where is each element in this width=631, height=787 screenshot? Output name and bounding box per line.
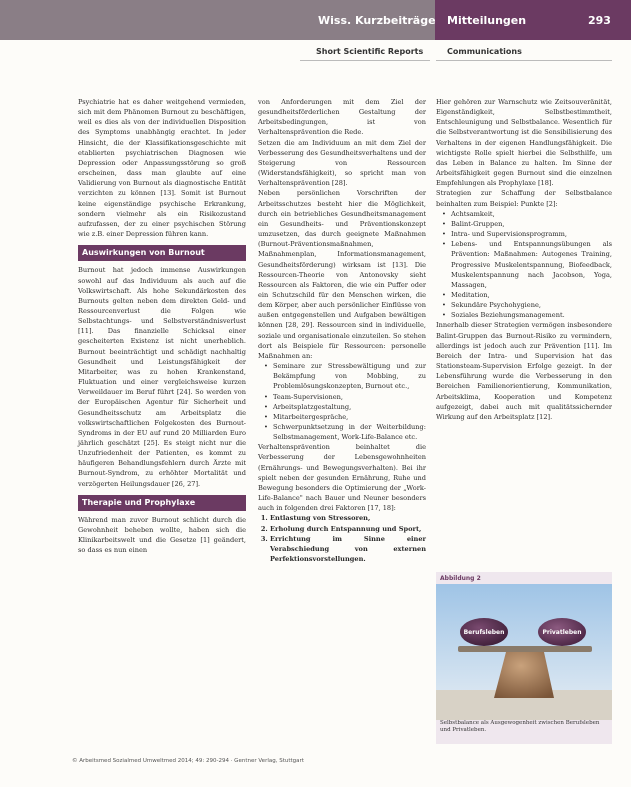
paragraph: Verhaltensprävention beinhaltet die Verbesserung der Lebensgewohnheiten (Ernährungs- und Bewegungsverhalten). Bei ihr spielt neben der gesunden Ernährung, Ruhe und Bewegung besonders die Optimierung der „Work-Life-Balance" nach Bauer und Neuner besonders auch in folgenden drei Faktoren [17, 18]: xyxy=(258,443,426,513)
list-item: 1. Entlastung von Stressoren, xyxy=(270,513,426,523)
stone-right-label: Privatleben xyxy=(542,629,582,636)
header-left-subtitle: Short Scientific Reports xyxy=(316,47,424,56)
paragraph: Hier gehören zur Warnschutz wie Zeitsouveränität, Eigenständigkeit, Selbstbestimmtheit, Entschleunigung und Selbstbalance. Wesentlich für die Selbstverantwortung ist die Sensibilisierung des Verhaltens in der eigenen Handlungsfähigkeit. Die wichtigste Rolle spielt hierbei die Selbsthilfe, um das Leben in Balance zu halten. Im Sinne der Arbeitsfähigkeit gegen Burnout sind die einzelnen Empfehlungen als Prophylaxe [18]. xyxy=(436,98,612,188)
list-item: • Soziales Beziehungsmanagement. xyxy=(445,310,612,320)
paragraph: Während man zuvor Burnout schlicht durch die Gewohnheit beheben wollte, haben sich die Klinikarbeitswelt und die Gesetze [1] geändert, so dass es nun einen xyxy=(78,515,246,555)
list-item: 2. Erholung durch Entspannung und Sport, xyxy=(270,524,426,534)
subheader-rule-right xyxy=(436,60,612,61)
paragraph: von Anforderungen mit dem Ziel der gesundheitsförderlichen Gestaltung der Arbeitsbedingungen, ist von Verhaltensprävention die Rede. xyxy=(258,98,426,137)
paragraph: Setzen die am Individuum an mit dem Ziel der Verbesserung des Gesundheitsverhaltens und der Steigerung von Ressourcen (Widerstandsfähigkeit), so spricht man von Verhaltensprävention [28]. xyxy=(258,138,426,188)
list-item: 3. Errichtung im Sinne einer Verabschiedung von externen Perfektionsvorstellungen. xyxy=(270,534,426,564)
header-right-subtitle: Communications xyxy=(447,47,522,56)
stone-left-label: Berufsleben xyxy=(463,629,505,636)
figure-label: Abbildung 2 xyxy=(440,575,481,582)
column-3 xyxy=(436,97,612,567)
header-left-title: Wiss. Kurzbeiträge xyxy=(318,14,436,27)
page-number: 293 xyxy=(588,14,611,27)
subheader-rule-left xyxy=(300,60,430,61)
paragraph: Burnout hat jedoch immense Auswirkungen sowohl auf das Individuum als auch auf die Volkswirtschaft. Als hohe Sekundärkosten des Burnouts gelten neben dem direkten Geld- und Ressourcenverlust die Folgen wie Selbstachtungs- und Selbstverständnisverlust [11]. Das finanzielle Schicksal einer gescheiterten Existenz ist nicht unerheblich. Burnout beeinträchtigt und schädigt nachhaltig Gesundheit und Leistungsfähigkeit der Mitarbeiter, was zu hohen Krankenstand, Fluktuation und einer vergleichsweise kurzen Verweildauer im Beruf führt [24]. So werden von der Europäischen Agentur für Sicherheit und Gesundheitsschutz am Arbeitsplatz die volkswirtschaftlichen Folgekosten des Burnout-Syndroms in der EU auf rund 20 Milliarden Euro jährlich geschätzt [25]. Es steigt nicht nur die Unzufriedenheit der Patienten, es kommt zu häufigeren Behandlungsfehlern durch Ärzte mit Burnout-Syndrom, zu erhöhter Mortalität und verzögerten Heilungsdauer [26, 27]. xyxy=(78,266,246,488)
paragraph: Psychiatrie hat es daher weitgehend vermieden, sich mit dem Phänomen Burnout zu beschäftigen, weil es dies als von der individuellen Disposition des Symptoms unabhängig erachtet. In jeder Hinsicht, die der Klassifikationsgeschichte mit etablierten psychiatrischen Diagnosen wie Depression oder Anpassungsstörung so groß erscheinen, dass man glaubte auf eine Validierung von Burnout als diagnostische Entität verzichten zu können [13]. Somit ist Burnout keine eigenständige psychische Erkrankung, sondern vielmehr als ein Risikozustand aufzufassen, der zu einer psychischen Störung wie z.B. einer Depression führen kann. xyxy=(78,98,246,239)
list-item: • Achtsamkeit, xyxy=(445,209,612,219)
paragraph: Neben persönlichen Vorschriften der Arbeitsschutzes besteht hier die Möglichkeit, durch ein betriebliches Gesundheitsmanagement ein Gesundheits- und Präventionskonzept umzusetzen, das durch geeignete Maßnahmen (Burnout-Präventionsmaßnahmen, Maßnahmenplan, Informationsmanagement, Gesundheitsförderung) wirksam ist [13]. Die Ressourcen-Theorie von Antonovsky sieht Ressourcen als Faktoren, die wie ein Puffer oder ein Schutzschild für den Menschen wirken, die dem Körper, aber auch persönlicher Einflüsse von außen entgegenstellen und Aufgaben bewältigen können [28, 29]. Ressourcen sind in individuelle, soziale und organisationale einzuteilen. So stehen dort als Beispiele für Ressourcen: personelle Maßnahmen an: xyxy=(258,189,426,360)
header-right-title: Mitteilungen xyxy=(447,14,527,27)
paragraph: Innerhalb dieser Strategien vermögen insbesondere Balint-Gruppen das Burnout-Risiko zu vermindern, allerdings ist jedoch auch zur Prävention [11]. Im Bereich der Intra- und Supervision hat das Stationsteam-Supervision Erfolge gezeigt. In der Lebensführung wurde die Verbesserung in den Bereichen Familienorientierung, Kommunikation, Arbeitsklima, Kooperation und Kompetenz aufgezeigt, dabei auch mit qualitätssichernder Wirkung auf den Arbeitsplatz [12]. xyxy=(436,321,612,421)
figure-balance xyxy=(436,572,612,744)
list-item: • Schwerpunktsetzung in der Weiterbildung: Selbstmanagement, Work-Life-Balance etc. xyxy=(267,422,426,442)
section-heading-therapy: Therapie und Prophylaxe xyxy=(78,495,246,511)
list-item: • Team-Supervisionen, xyxy=(267,392,426,402)
bullet-list xyxy=(436,209,612,321)
bullet-list xyxy=(258,361,426,442)
list-item: • Meditation, xyxy=(445,290,612,300)
list-item: • Arbeitsplatzgestaltung, xyxy=(267,402,426,412)
numbered-list xyxy=(258,513,426,564)
list-item: • Mitarbeitergespräche, xyxy=(267,412,426,422)
list-item: • Balint-Gruppen, xyxy=(445,219,612,229)
paragraph: Strategien zur Schaffung der Selbstbalance beinhalten zum Beispiel: Punkte [2]: xyxy=(436,189,612,208)
section-heading-effects: Auswirkungen von Burnout xyxy=(78,245,246,261)
figure-caption: Selbstbalance als Ausgewogenheit zwischen Berufsleben und Privatleben. xyxy=(440,720,600,733)
list-item: • Seminare zur Stressbewältigung und zur Bekämpfung von Mobbing, zu Problemlösungskonzepten, Burnout etc., xyxy=(267,361,426,391)
column-2 xyxy=(258,97,426,564)
list-item: • Sekundäre Psychohygiene, xyxy=(445,300,612,310)
list-item: • Lebens- und Entspannungsübungen als Prävention: Maßnahmen: Autogenes Training, Progressive Muskelentspannung, Biofeedback, Muskelentspannung nach Jacobson, Yoga, Massagen, xyxy=(445,239,612,290)
page-footer: © Arbeitsmed Sozialmed Umweltmed 2014; 49: 290-294 · Gentner Verlag, Stuttgart xyxy=(72,758,304,764)
balance-stones-illustration xyxy=(436,572,612,720)
list-item: • Intra- und Supervisionsprogramm, xyxy=(445,229,612,239)
column-1 xyxy=(78,97,246,556)
